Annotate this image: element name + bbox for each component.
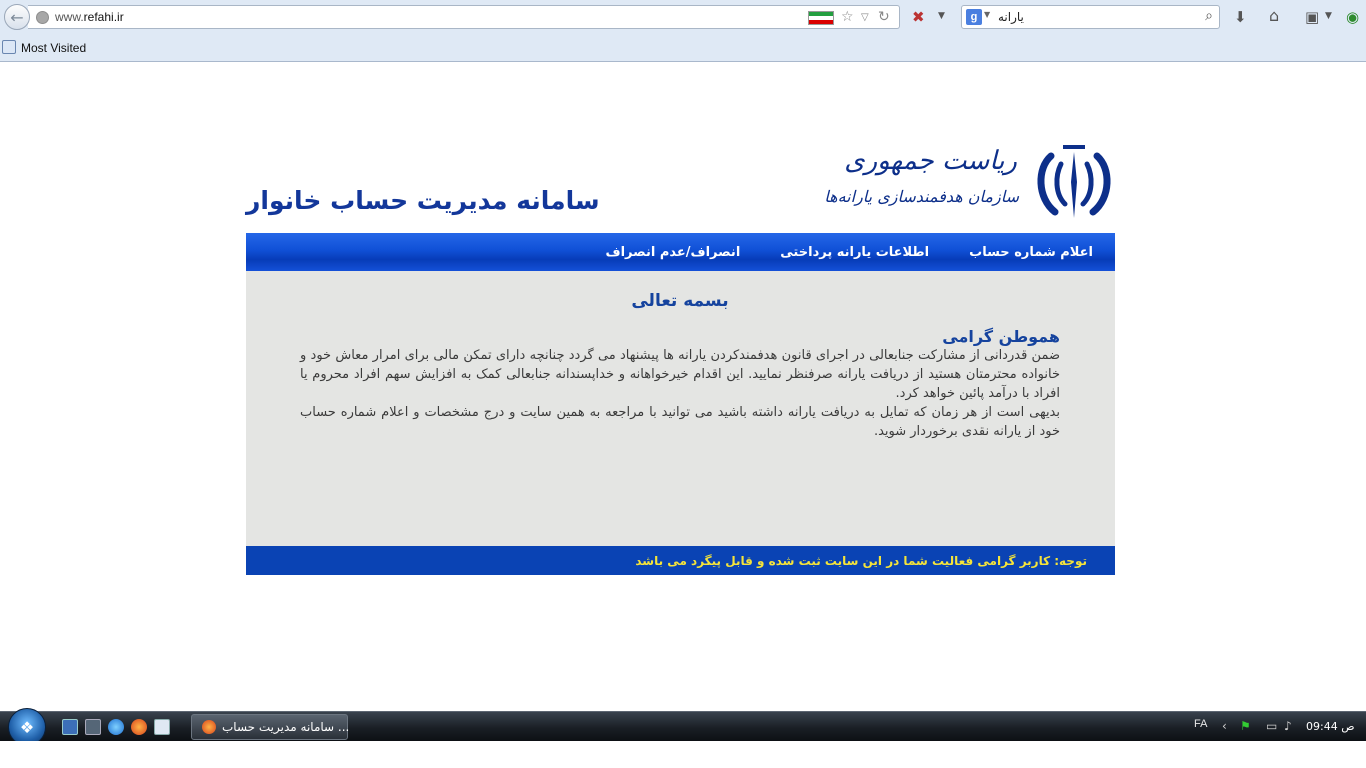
bookmarks-toolbar [0, 38, 1366, 60]
home-icon[interactable]: ⌂ [1269, 6, 1280, 25]
downloads-icon[interactable]: ⬇ [1234, 8, 1247, 26]
bookmarks-menu-icon[interactable]: ▣ [1305, 8, 1320, 26]
page-header [246, 62, 1115, 233]
taskbar [0, 711, 1366, 741]
paragraph-2: بدیهی است از هر زمان که تمایل به دریافت یارانه داشته باشید می توانید با مراجعه به همین سایت و درج مشخصات و اعلام شماره حساب خود از یارانه نقدی برخوردار شوید. [300, 405, 1060, 439]
taskbar-window-label: سامانه مدیریت حساب ... [222, 720, 350, 734]
address-bar[interactable] [28, 5, 900, 29]
footer-notice: توجه: کاربر گرامی فعالیت شما در این سایت ثبت شده و قابل پیگرد می باشد [635, 553, 1087, 568]
screen-bottom [0, 741, 1366, 768]
iran-flag-icon[interactable] [808, 11, 834, 25]
most-visited-bookmark[interactable]: Most Visited [21, 41, 87, 55]
main-navbar [246, 233, 1115, 271]
footer-bar [246, 546, 1115, 575]
network-icon[interactable]: ▭ [1266, 719, 1278, 733]
site-identity-icon[interactable] [36, 11, 49, 24]
firefox-window-icon [202, 720, 216, 734]
bookmarks-dropdown-icon[interactable]: ▼ [1325, 11, 1332, 21]
addon-dropdown-icon[interactable]: ▼ [938, 11, 945, 21]
logo-subtitle: سازمان هدفمندسازی یارانه‌ها [824, 187, 1019, 206]
reload-icon[interactable]: ↻ [878, 9, 890, 25]
navigation-toolbar [0, 0, 1366, 36]
iran-emblem-icon [1033, 142, 1115, 222]
windows-logo-icon: ❖ [19, 717, 35, 737]
nav-announce-account[interactable]: اعلام شماره حساب [969, 244, 1093, 260]
bookmark-star-icon[interactable]: ☆ [841, 9, 854, 25]
engine-dropdown-icon[interactable]: ▼ [984, 10, 991, 19]
show-desktop-icon[interactable] [62, 719, 78, 735]
internet-explorer-icon[interactable] [108, 719, 124, 735]
taskbar-window-button[interactable] [191, 714, 348, 740]
nav-subsidy-info[interactable]: اطلاعات یارانه پرداختی [780, 244, 930, 260]
firefox-icon[interactable] [131, 719, 147, 735]
logo-title: ریاست جمهوری [844, 146, 1017, 176]
content-panel [246, 271, 1115, 546]
volume-icon[interactable]: ♪ [1284, 719, 1292, 733]
back-button[interactable] [4, 4, 30, 30]
back-arrow-icon: ← [10, 7, 24, 27]
search-input[interactable]: یارانه [998, 10, 1024, 24]
page-container [246, 62, 1115, 575]
search-box[interactable] [961, 5, 1220, 29]
action-center-icon[interactable]: ⚑ [1240, 719, 1251, 733]
addon-icon[interactable]: ◉ [1346, 8, 1360, 26]
most-visited-folder-icon[interactable] [2, 40, 16, 54]
nav-opt-out[interactable]: انصراف/عدم انصراف [605, 244, 741, 260]
language-indicator[interactable]: FA [1194, 718, 1208, 730]
paragraph-1: ضمن قدردانی از مشارکت جنابعالی در اجرای قانون هدفمندکردن یارانه ها پیشنهاد می گردد چنانچه دارای تمکن مالی برای امرار معاش خود و خانواده محترمتان هستید از دریافت یارانه صرفنظر نمایید. این اقدام خیرخواهانه و خداپسندانه جنابعالی کمک به افزایش سهم افراد محروم یا افراد با درآمد پائین خواهد کرد. [300, 348, 1060, 401]
switch-windows-icon[interactable] [85, 719, 101, 735]
noscript-icon[interactable]: ✖ [912, 8, 925, 26]
browser-chrome [0, 0, 1366, 62]
google-icon[interactable]: g [966, 9, 982, 25]
search-icon[interactable]: ⌕ [1205, 8, 1213, 24]
page-title: سامانه مدیریت حساب خانوار [246, 186, 600, 215]
explorer-icon[interactable] [154, 719, 170, 735]
clock[interactable]: ص 09:44 [1306, 720, 1355, 733]
tray-expand-icon[interactable]: ‹ [1222, 719, 1227, 733]
besm-heading: بسمه تعالی [631, 291, 729, 311]
greeting-heading: هموطن گرامی [942, 327, 1060, 346]
url-text[interactable]: www.refahi.ir [55, 10, 124, 24]
history-dropdown-icon[interactable]: ▽ [861, 12, 869, 23]
